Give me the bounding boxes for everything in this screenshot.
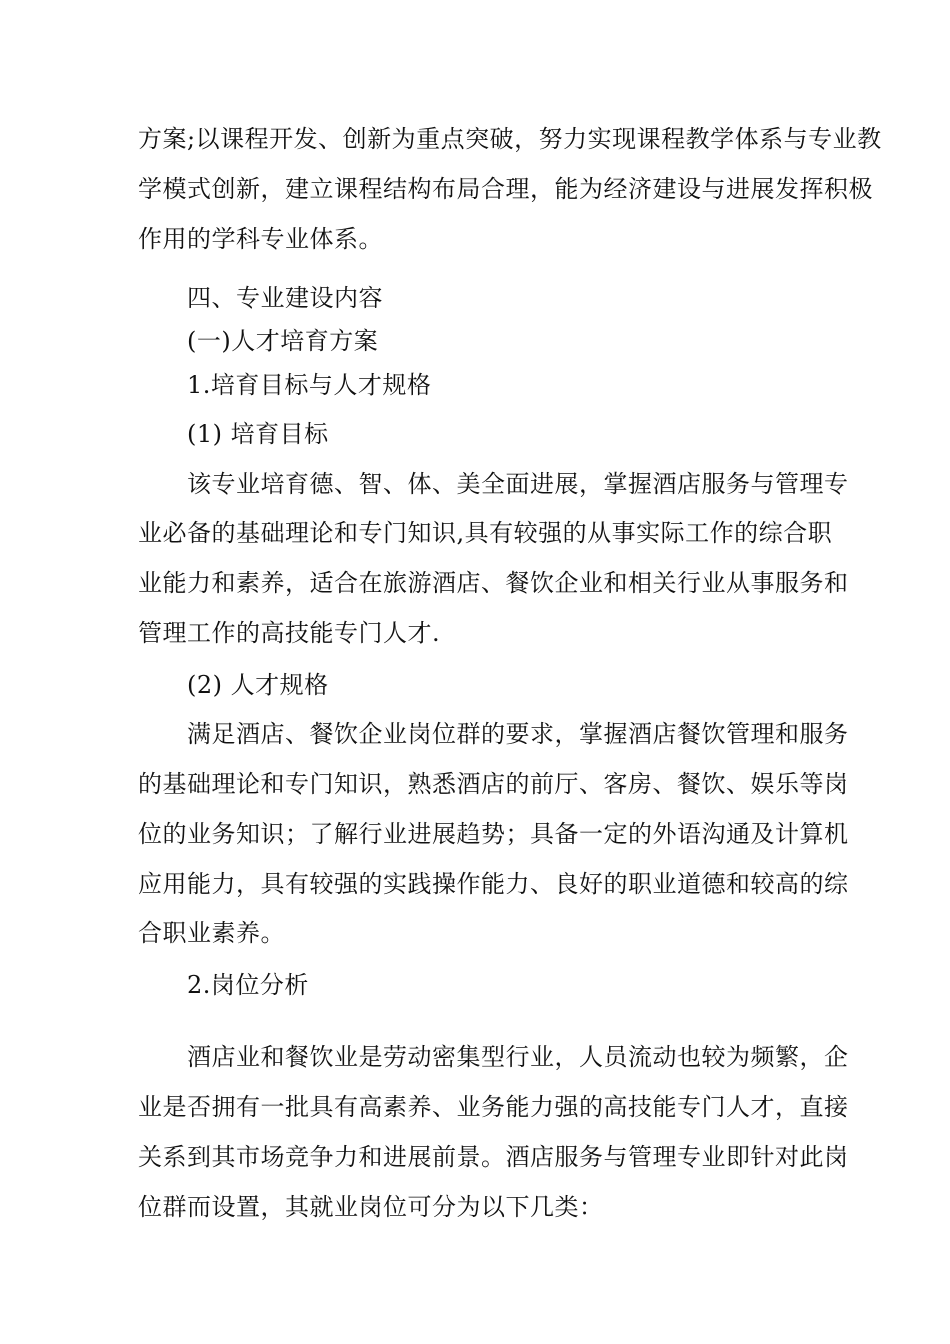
paragraph-line: 的基础理论和专门知识，熟悉酒店的前厅、客房、餐饮、娱乐等岗 bbox=[138, 770, 849, 798]
paragraph-line: 酒店业和餐饮业是劳动密集型行业，人员流动也较为频繁，企 bbox=[187, 1043, 849, 1071]
paragraph-line: 应用能力，具有较强的实践操作能力、良好的职业道德和较高的综 bbox=[138, 870, 849, 898]
paragraph-line: 管理工作的高技能专门人才. bbox=[138, 619, 441, 647]
paragraph-line: 位群而设置，其就业岗位可分为以下几类： bbox=[138, 1193, 604, 1221]
paragraph-line: 业能力和素养，适合在旅游酒店、餐饮企业和相关行业从事服务和 bbox=[138, 569, 849, 597]
paragraph-line: 业必备的基础理论和专门知识,具有较强的从事实际工作的综合职 bbox=[138, 519, 833, 547]
paragraph-line: 学模式创新，建立课程结构布局合理，能为经济建设与进展发挥积极 bbox=[138, 175, 873, 203]
subsection-heading: (2) 人才规格 bbox=[187, 671, 329, 699]
paragraph-line: 位的业务知识；了解行业进展趋势；具备一定的外语沟通及计算机 bbox=[138, 820, 849, 848]
section-heading: 四、专业建设内容 bbox=[187, 284, 383, 312]
paragraph-line: 该专业培育德、智、体、美全面进展，掌握酒店服务与管理专 bbox=[187, 470, 849, 498]
subsection-heading: 2.岗位分析 bbox=[187, 971, 309, 999]
paragraph-line: 满足酒店、餐饮企业岗位群的要求，掌握酒店餐饮管理和服务 bbox=[187, 720, 849, 748]
subsection-heading: (一)人才培育方案 bbox=[187, 327, 379, 355]
subsection-heading: (1) 培育目标 bbox=[187, 420, 329, 448]
subsection-heading: 1.培育目标与人才规格 bbox=[187, 371, 432, 399]
paragraph-line: 关系到其市场竞争力和进展前景。酒店服务与管理专业即针对此岗 bbox=[138, 1143, 849, 1171]
paragraph-line: 合职业素养。 bbox=[138, 919, 285, 947]
paragraph-line: 业是否拥有一批具有高素养、业务能力强的高技能专门人才，直接 bbox=[138, 1093, 849, 1121]
paragraph-line: 作用的学科专业体系。 bbox=[138, 225, 383, 253]
paragraph-line: 方案;以课程开发、创新为重点突破，努力实现课程教学体系与专业教 bbox=[138, 125, 882, 153]
